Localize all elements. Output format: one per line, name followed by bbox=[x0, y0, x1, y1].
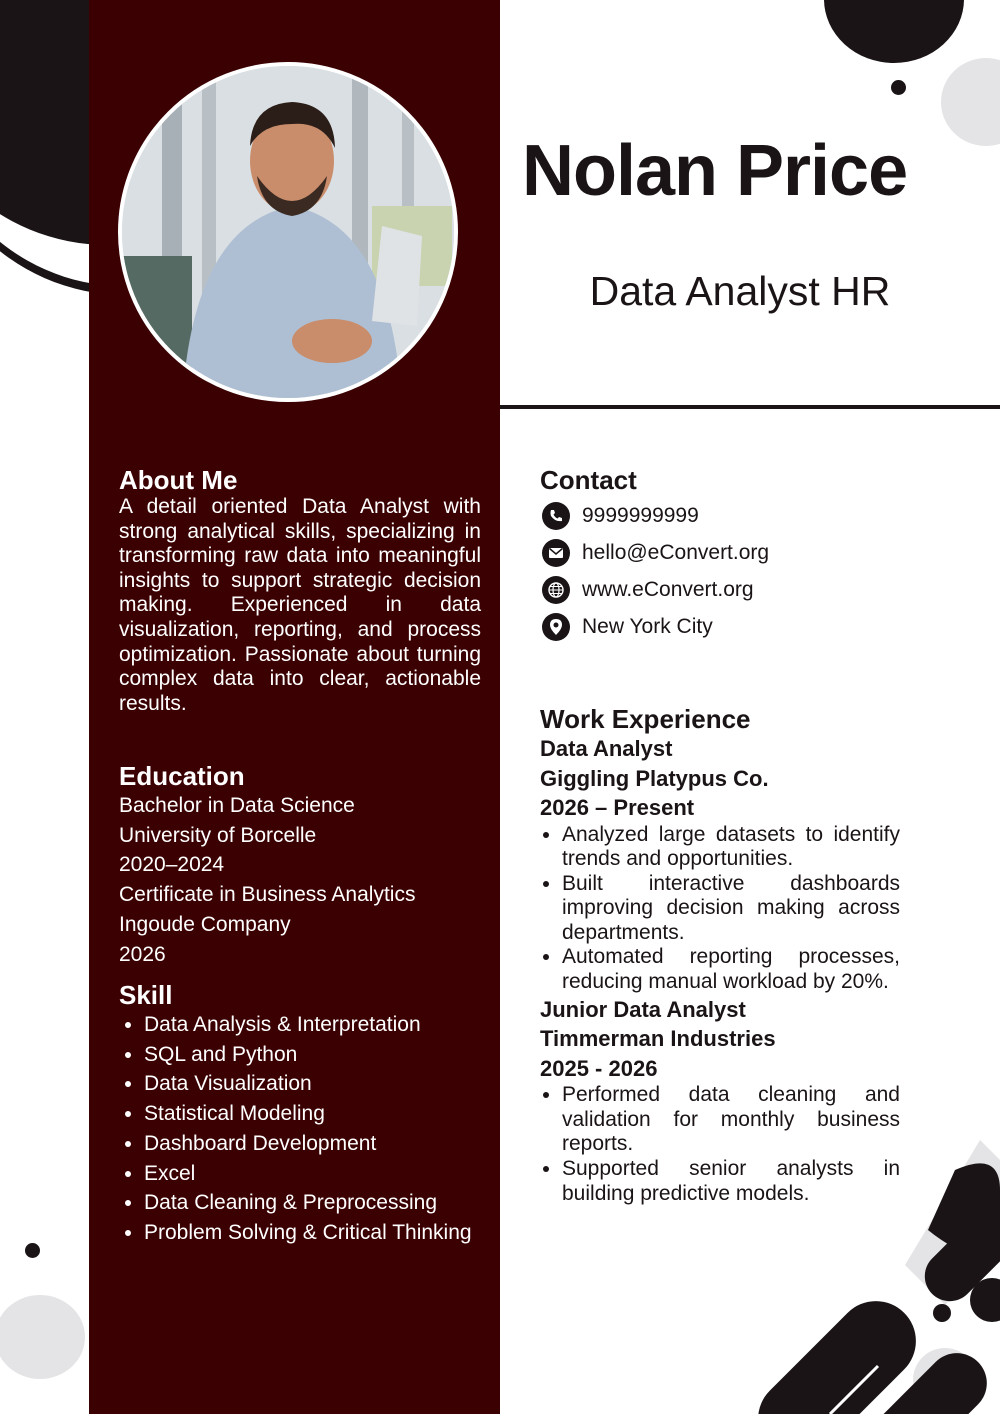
education-section bbox=[119, 761, 481, 969]
about-section bbox=[119, 465, 481, 716]
job-title: Data Analyst HR bbox=[589, 268, 891, 314]
job-entry bbox=[540, 995, 900, 1206]
job-period: 2025 - 2026 bbox=[540, 1055, 658, 1081]
job-bullet: • Performed data cleaning and validation for monthly business reports. bbox=[562, 1083, 900, 1157]
experience-section bbox=[540, 704, 900, 1206]
location-pin-icon bbox=[542, 613, 570, 641]
skill-item: • Dashboard Development bbox=[144, 1129, 481, 1159]
contact-phone-text: 9999999999 bbox=[582, 503, 699, 527]
skill-item: • Data Analysis & Interpretation bbox=[144, 1010, 481, 1040]
contact-email[interactable] bbox=[540, 534, 900, 571]
about-text: A detail oriented Data Analyst with strong analytical skills, specializing in transforming raw data into meaningful insights to support strategic decision making. Experienced in data visualization, reporting, and process optimization. Passionate about turning complex data into clear, actionable results. bbox=[119, 495, 481, 715]
header-divider bbox=[500, 405, 1000, 409]
job-entry bbox=[540, 734, 900, 995]
job-bullets bbox=[540, 823, 900, 995]
contact-location-text: New York City bbox=[582, 614, 713, 638]
phone-icon bbox=[542, 502, 570, 530]
job-period: 2026 – Present bbox=[540, 795, 695, 820]
job-bullet: • Automated reporting processes, reducing manual workload by 20%. bbox=[562, 945, 900, 994]
skills-section bbox=[119, 980, 481, 1248]
globe-icon bbox=[542, 576, 570, 604]
education-line: Bachelor in Data Science bbox=[119, 794, 355, 817]
job-bullet: • Built interactive dashboards improving decision making across departments. bbox=[562, 872, 900, 946]
contact-email-text: hello@eConvert.org bbox=[582, 540, 770, 564]
experience-heading: Work Experience bbox=[540, 704, 751, 734]
contact-website[interactable] bbox=[540, 571, 900, 608]
contact-location bbox=[540, 608, 900, 645]
profile-photo bbox=[118, 62, 458, 402]
decor-circle-top-right bbox=[824, 0, 964, 63]
email-icon bbox=[542, 539, 570, 567]
education-line: Certificate in Business Analytics bbox=[119, 883, 416, 907]
job-company: Giggling Platypus Co. bbox=[540, 765, 769, 791]
contact-heading: Contact bbox=[540, 465, 637, 495]
skills-heading: Skill bbox=[119, 980, 173, 1010]
decor-dot-left bbox=[25, 1243, 40, 1258]
skill-item: • SQL and Python bbox=[144, 1040, 481, 1070]
job-company: Timmerman Industries bbox=[540, 1026, 776, 1052]
about-heading: About Me bbox=[119, 465, 238, 495]
job-bullet: • Analyzed large datasets to identify trends and opportunities. bbox=[562, 823, 900, 872]
education-line: 2026 bbox=[119, 942, 166, 966]
skill-item: • Problem Solving & Critical Thinking bbox=[144, 1218, 481, 1248]
job-bullets bbox=[540, 1083, 900, 1206]
candidate-name: Nolan Price bbox=[522, 131, 908, 211]
education-line: University of Borcelle bbox=[119, 823, 317, 847]
job-role: Junior Data Analyst bbox=[540, 996, 746, 1022]
skill-item: • Data Visualization bbox=[144, 1069, 481, 1099]
contact-section bbox=[540, 465, 900, 645]
job-role: Data Analyst bbox=[540, 736, 673, 761]
contact-phone[interactable] bbox=[540, 497, 900, 534]
skills-list bbox=[119, 1010, 481, 1248]
education-line: 2020–2024 bbox=[119, 853, 225, 877]
skill-item: • Data Cleaning & Preprocessing bbox=[144, 1188, 481, 1218]
education-heading: Education bbox=[119, 761, 245, 791]
decor-dot-top-right bbox=[891, 80, 906, 95]
contact-website-text: www.eConvert.org bbox=[582, 577, 754, 601]
skill-item: • Statistical Modeling bbox=[144, 1099, 481, 1129]
job-bullet: • Supported senior analysts in building predictive models. bbox=[562, 1157, 900, 1206]
skill-item: • Excel bbox=[144, 1159, 481, 1189]
education-line: Ingoude Company bbox=[119, 912, 291, 936]
decor-grey-circle-bottom-left bbox=[0, 1295, 85, 1379]
